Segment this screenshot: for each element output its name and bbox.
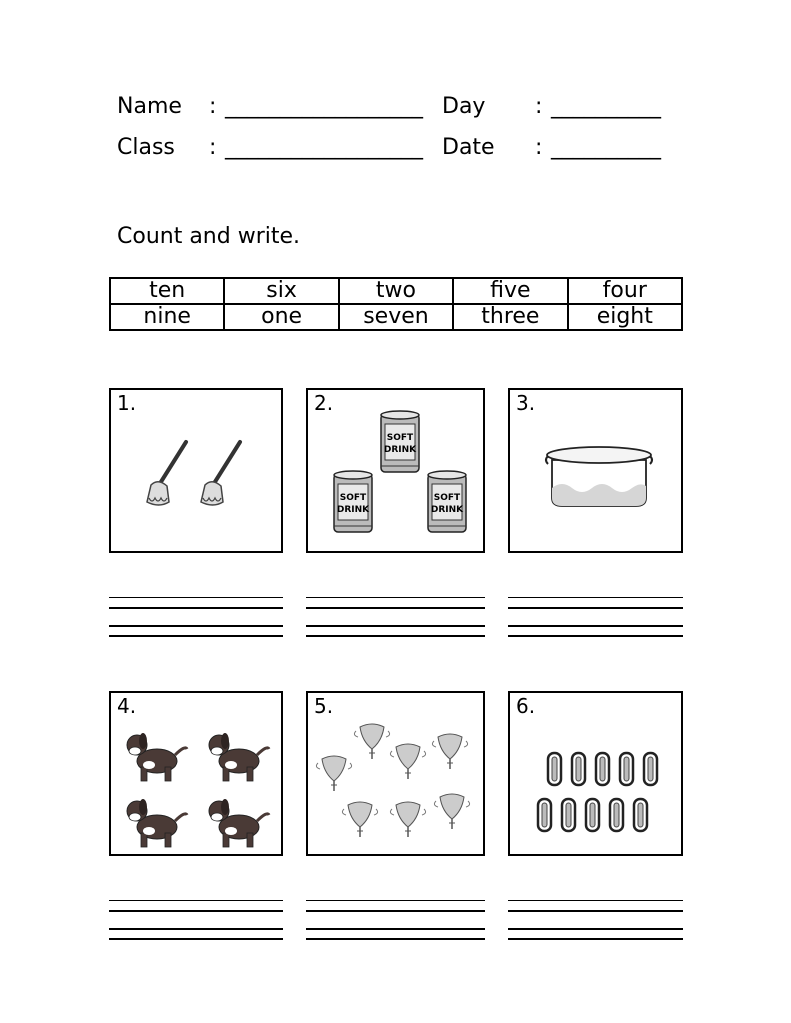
spinning-top-icon <box>390 744 425 779</box>
question-number: 5. <box>314 694 334 718</box>
dog-icon <box>209 799 269 847</box>
instruction: Count and write. <box>117 224 301 249</box>
day-colon: : <box>535 94 543 119</box>
pot-picture <box>510 390 685 555</box>
question-number: 2. <box>314 391 334 415</box>
soft-drink-can-icon <box>334 471 372 532</box>
word-bank-row <box>110 278 682 304</box>
question-number: 3. <box>516 391 536 415</box>
class-blank[interactable]: __________________ <box>225 135 423 160</box>
clip-icon <box>644 753 657 785</box>
day-label: Day <box>442 94 486 119</box>
word-bank-cell: seven <box>339 304 453 330</box>
word-bank-cell: nine <box>110 304 224 330</box>
clip-icon <box>548 753 561 785</box>
question-1-box <box>109 388 283 553</box>
dog-icon <box>127 799 187 847</box>
svg-text:SOFT: SOFT <box>339 493 367 503</box>
word-bank-cell: one <box>224 304 338 330</box>
spinning-top-icon <box>390 802 425 837</box>
soft-drink-can-icon <box>381 411 419 472</box>
clip-icon <box>596 753 609 785</box>
spinning-top-icon <box>432 734 467 769</box>
question-number: 6. <box>516 694 536 718</box>
answer-lines-3[interactable] <box>508 597 683 641</box>
clip-icon <box>562 799 575 831</box>
word-bank-cell: ten <box>110 278 224 304</box>
clip-icon <box>610 799 623 831</box>
clip-icon <box>586 799 599 831</box>
word-bank-cell: three <box>453 304 567 330</box>
answer-lines-1[interactable] <box>109 597 283 641</box>
word-bank-cell: four <box>568 278 682 304</box>
answer-lines-5[interactable] <box>306 900 485 944</box>
question-number: 4. <box>117 694 137 718</box>
question-2-box <box>306 388 485 553</box>
class-colon: : <box>209 135 217 160</box>
spinning-top-icon <box>354 724 389 759</box>
soft-drink-picture <box>308 390 487 555</box>
word-bank-cell: six <box>224 278 338 304</box>
word-bank-cell: eight <box>568 304 682 330</box>
answer-lines-2[interactable] <box>306 597 485 641</box>
spinning-top-icon <box>434 794 469 829</box>
clip-icon <box>634 799 647 831</box>
spinning-top-icon <box>342 802 377 837</box>
mop-icon <box>201 442 240 505</box>
dog-icon <box>209 733 269 781</box>
spinning-top-picture <box>308 693 487 858</box>
clip-icon <box>620 753 633 785</box>
date-colon: : <box>535 135 543 160</box>
name-blank[interactable]: __________________ <box>225 94 423 119</box>
clip-icon <box>538 799 551 831</box>
day-blank[interactable]: __________ <box>551 94 661 119</box>
word-bank-cell: two <box>339 278 453 304</box>
question-number: 1. <box>117 391 137 415</box>
date-label: Date <box>442 135 495 160</box>
svg-text:SOFT: SOFT <box>386 433 414 443</box>
soft-drink-can-icon <box>428 471 466 532</box>
pot-icon <box>546 447 652 506</box>
svg-text:SOFT: SOFT <box>433 493 461 503</box>
spinning-top-icon <box>316 756 351 791</box>
mop-picture <box>111 390 285 555</box>
clip-picture <box>510 693 685 858</box>
question-6-box <box>508 691 683 856</box>
word-bank-row <box>110 304 682 330</box>
question-5-box <box>306 691 485 856</box>
clip-icon <box>572 753 585 785</box>
answer-lines-6[interactable] <box>508 900 683 944</box>
date-blank[interactable]: __________ <box>551 135 661 160</box>
answer-lines-4[interactable] <box>109 900 283 944</box>
word-bank-table <box>109 277 683 331</box>
name-label: Name <box>117 94 182 119</box>
class-label: Class <box>117 135 175 160</box>
name-colon: : <box>209 94 217 119</box>
dog-picture <box>111 693 285 858</box>
svg-text:DRINK: DRINK <box>430 505 464 515</box>
svg-text:DRINK: DRINK <box>336 505 370 515</box>
question-3-box <box>508 388 683 553</box>
mop-icon <box>147 442 186 505</box>
question-4-box <box>109 691 283 856</box>
svg-text:DRINK: DRINK <box>383 445 417 455</box>
word-bank-cell: five <box>453 278 567 304</box>
dog-icon <box>127 733 187 781</box>
